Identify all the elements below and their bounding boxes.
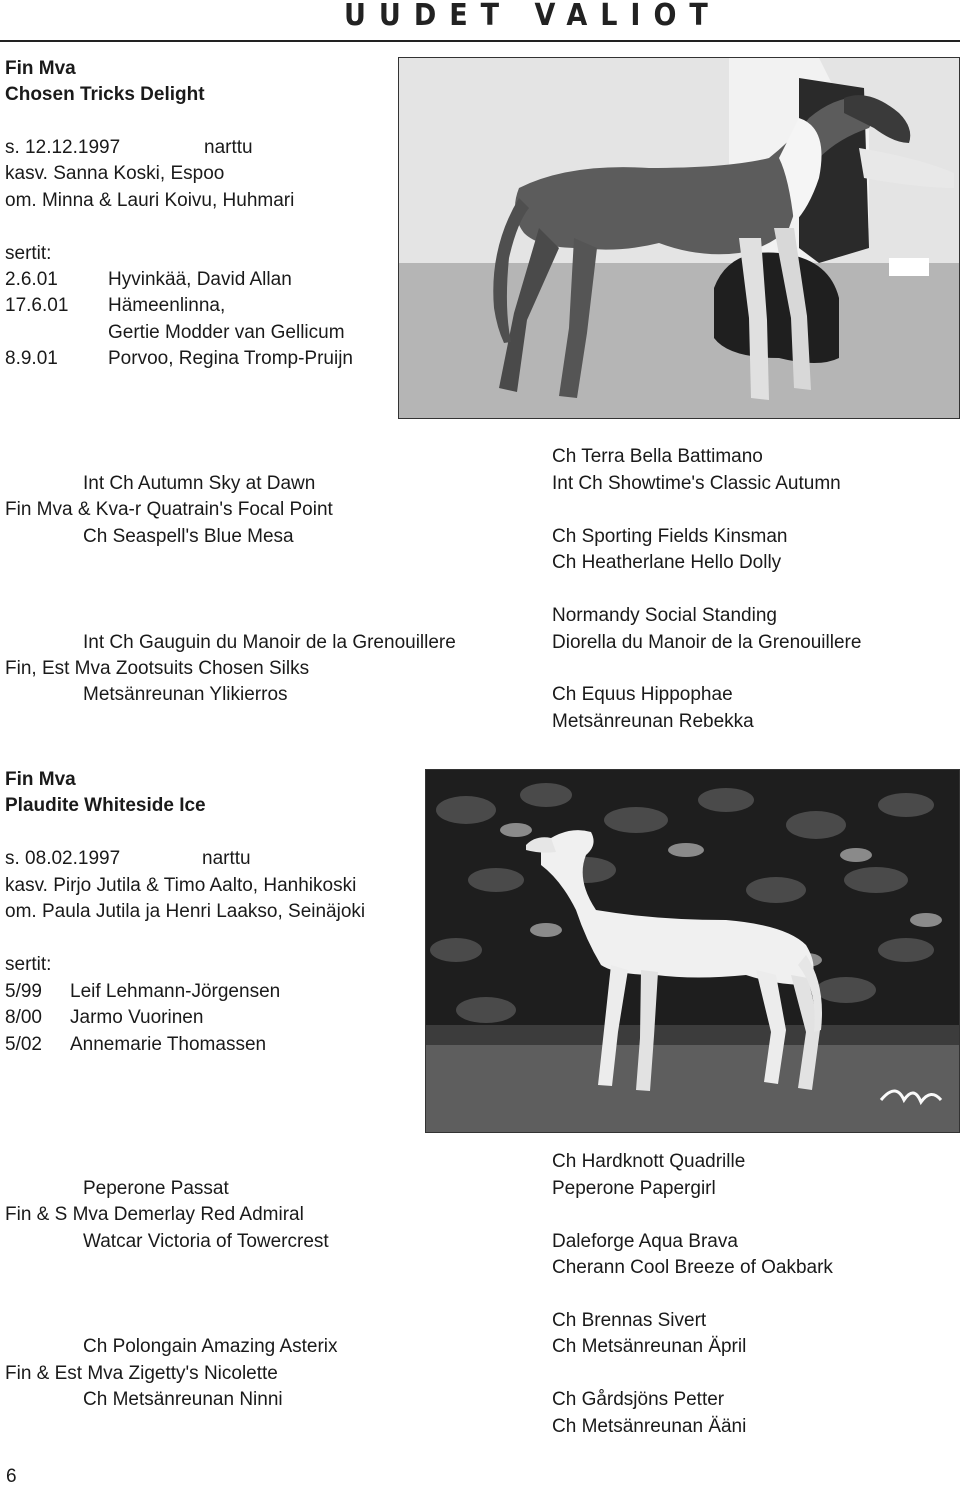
entry-1-grandparent: Metsänreunan Rebekka	[552, 711, 754, 732]
entry-2-sertit-judge: Leif Lehmann-Jörgensen	[70, 981, 281, 1002]
entry-2-grandparent: Peperone Papergirl	[552, 1178, 716, 1199]
entry-2-sire-line: Peperone Passat	[83, 1178, 229, 1199]
entry-1-title-prefix: Fin Mva	[5, 58, 76, 79]
entry-2-sertit-date: 5/02	[5, 1034, 42, 1055]
entry-1-sertit-date: 8.9.01	[5, 348, 58, 369]
entry-1-grandparent: Ch Sporting Fields Kinsman	[552, 526, 788, 547]
entry-2-grandparent: Ch Metsänreunan Ääni	[552, 1416, 747, 1437]
entry-2-grandparent: Ch Gårdsjöns Petter	[552, 1389, 725, 1410]
entry-1-dog-photo	[398, 57, 960, 419]
entry-2-grandparent: Ch Metsänreunan Äpril	[552, 1336, 747, 1357]
entry-1-grandparent: Int Ch Showtime's Classic Autumn	[552, 473, 841, 494]
entry-2-dam-line: Ch Metsänreunan Ninni	[83, 1389, 283, 1410]
entry-1-dog-name: Chosen Tricks Delight	[5, 84, 205, 105]
entry-2-dog-photo	[425, 769, 960, 1133]
header-rule	[0, 40, 960, 42]
entry-2-owner: om. Paula Jutila ja Henri Laakso, Seinäjoki	[5, 901, 366, 922]
entry-1-sertit-date: 17.6.01	[5, 295, 69, 316]
entry-2-birth: s. 08.02.1997	[5, 848, 121, 869]
entry-2-sertit-date: 8/00	[5, 1007, 42, 1028]
entry-1-grandparent: Ch Terra Bella Battimano	[552, 446, 763, 467]
entry-1-grandparent: Ch Heatherlane Hello Dolly	[552, 552, 782, 573]
entry-1-sertit-place: Gertie Modder van Gellicum	[108, 322, 345, 343]
entry-1-dam-line: Int Ch Gauguin du Manoir de la Grenouillere	[83, 632, 456, 653]
entry-1-grandparent: Ch Equus Hippophae	[552, 684, 733, 705]
entry-2-dog-name: Plaudite Whiteside Ice	[5, 795, 206, 816]
entry-1-grandparent: Diorella du Manoir de la Grenouillere	[552, 632, 862, 653]
entry-1-sertit-place: Hämeenlinna,	[108, 295, 226, 316]
entry-1-sire-line: Ch Seaspell's Blue Mesa	[83, 526, 294, 547]
entry-2-sire: Fin & S Mva Demerlay Red Admiral	[5, 1204, 304, 1225]
entry-1-sertit-date: 2.6.01	[5, 269, 58, 290]
entry-2-sertit-judge: Jarmo Vuorinen	[70, 1007, 204, 1028]
page-header-title: UUDET VALIOT	[344, 0, 721, 33]
entry-2-dam-line: Ch Polongain Amazing Asterix	[83, 1336, 338, 1357]
entry-1-dam-line: Metsänreunan Ylikierros	[83, 684, 288, 705]
entry-1-sire-line: Int Ch Autumn Sky at Dawn	[83, 473, 316, 494]
entry-1-breeder: kasv. Sanna Koski, Espoo	[5, 163, 225, 184]
entry-1-sertit-label: sertit:	[5, 243, 52, 264]
entry-2-grandparent: Ch Brennas Sivert	[552, 1310, 707, 1331]
entry-1-owner: om. Minna & Lauri Koivu, Huhmari	[5, 190, 295, 211]
entry-2-grandparent: Ch Hardknott Quadrille	[552, 1151, 746, 1172]
entry-2-grandparent: Cherann Cool Breeze of Oakbark	[552, 1257, 833, 1278]
entry-1-sertit-place: Porvoo, Regina Tromp-Pruijn	[108, 348, 353, 369]
entry-2-sertit-judge: Annemarie Thomassen	[70, 1034, 267, 1055]
entry-2-dam: Fin & Est Mva Zigetty's Nicolette	[5, 1363, 278, 1384]
entry-1-birth: s. 12.12.1997	[5, 137, 121, 158]
entry-1-grandparent: Normandy Social Standing	[552, 605, 777, 626]
entry-1-sertit-place: Hyvinkää, David Allan	[108, 269, 292, 290]
entry-1-sex: narttu	[204, 137, 253, 158]
entry-2-sire-line: Watcar Victoria of Towercrest	[83, 1231, 329, 1252]
entry-1-dam: Fin, Est Mva Zootsuits Chosen Silks	[5, 658, 310, 679]
entry-2-sertit-date: 5/99	[5, 981, 42, 1002]
entry-1-sire: Fin Mva & Kva-r Quatrain's Focal Point	[5, 499, 333, 520]
entry-2-title-prefix: Fin Mva	[5, 769, 76, 790]
entry-2-grandparent: Daleforge Aqua Brava	[552, 1231, 738, 1252]
entry-2-sertit-label: sertit:	[5, 954, 52, 975]
page-number: 6	[6, 1466, 17, 1487]
entry-2-breeder: kasv. Pirjo Jutila & Timo Aalto, Hanhikoski	[5, 875, 357, 896]
entry-2-sex: narttu	[202, 848, 251, 869]
